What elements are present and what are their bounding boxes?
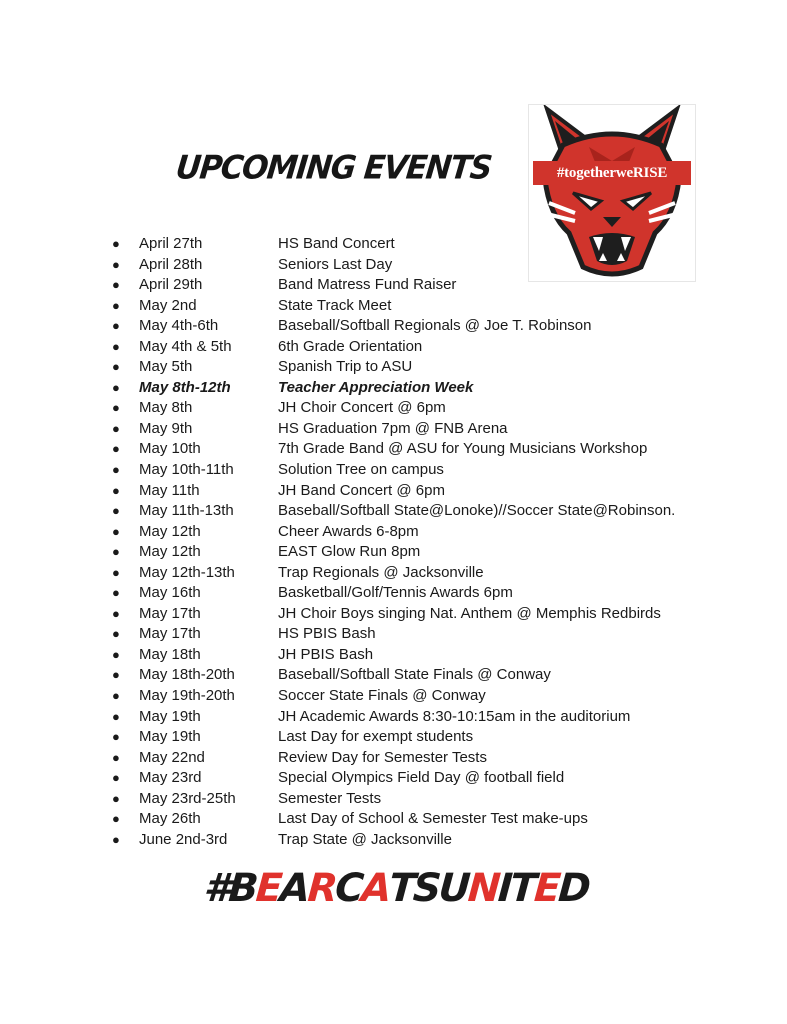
event-date: May 12th	[139, 543, 201, 561]
event-date: May 8th-12th	[139, 378, 231, 396]
bullet-icon: ●	[112, 441, 120, 457]
hashtag-letter: D	[556, 866, 590, 911]
bullet-icon: ●	[112, 379, 120, 395]
event-description: Solution Tree on campus	[278, 461, 444, 479]
event-description: Review Day for Semester Tests	[278, 748, 487, 766]
event-date: May 19th-20th	[139, 687, 235, 705]
event-date: June 2nd-3rd	[139, 830, 228, 848]
bearcat-logo	[528, 104, 696, 282]
bullet-icon: ●	[112, 277, 120, 293]
bullet-icon: ●	[112, 338, 120, 354]
bullet-icon: ●	[112, 564, 120, 580]
event-date: May 5th	[139, 358, 193, 376]
event-description: Basketball/Golf/Tennis Awards 6pm	[278, 584, 513, 602]
bullet-icon: ●	[112, 811, 120, 827]
bullet-icon: ●	[112, 605, 120, 621]
event-date: May 19th	[139, 728, 201, 746]
event-date: May 12th	[139, 522, 201, 540]
hashtag-letter: I	[496, 866, 512, 911]
hashtag-letter: B	[227, 866, 258, 911]
hashtag-letter: T	[508, 866, 536, 911]
bullet-icon: ●	[112, 236, 120, 251]
event-date: May 4th & 5th	[139, 337, 232, 355]
hashtag-letter: #	[202, 866, 231, 911]
event-date: May 17th	[139, 604, 201, 622]
event-description: Soccer State Finals @ Conway	[278, 687, 486, 705]
bearcats-united-hashtag	[202, 866, 589, 911]
hashtag-letter: N	[466, 866, 500, 911]
event-description: HS Band Concert	[278, 235, 395, 252]
event-description: EAST Glow Run 8pm	[278, 543, 421, 561]
event-date: May 8th	[139, 399, 193, 417]
bullet-icon: ●	[112, 523, 120, 539]
hashtag-letter: E	[254, 866, 282, 911]
event-description: Band Matress Fund Raiser	[278, 276, 457, 294]
bullet-icon: ●	[112, 790, 120, 806]
event-description: JH PBIS Bash	[278, 645, 374, 663]
bearcat-mascot-icon	[529, 105, 695, 281]
event-description: Last Day for exempt students	[278, 728, 474, 746]
event-date: April 28th	[139, 255, 203, 273]
page-title: UPCOMING EVENTS	[174, 149, 493, 187]
hashtag-letter: U	[437, 866, 470, 911]
bullet-icon: ●	[112, 544, 120, 560]
event-description: Baseball/Softball State Finals @ Conway	[278, 666, 551, 684]
event-description: Spanish Trip to ASU	[278, 358, 413, 376]
event-description: Last Day of School & Semester Test make-ups	[278, 810, 588, 828]
hashtag-letter: C	[333, 866, 363, 911]
event-date: May 19th	[139, 707, 201, 725]
bullet-icon: ●	[112, 729, 120, 745]
bullet-icon: ●	[112, 626, 120, 642]
bullet-icon: ●	[112, 708, 120, 724]
event-date: May 18th	[139, 645, 201, 663]
event-description: Special Olympics Field Day @ football field	[278, 769, 565, 787]
bullet-icon: ●	[112, 482, 120, 498]
event-description: JH Choir Concert @ 6pm	[278, 399, 446, 417]
event-date: May 10th-11th	[139, 461, 234, 479]
hashtag-letter: E	[532, 866, 560, 911]
event-date: May 23rd	[139, 769, 202, 787]
event-date: May 23rd-25th	[139, 789, 236, 807]
bullet-icon: ●	[112, 400, 120, 416]
event-description: 7th Grade Band @ ASU for Young Musicians Workshop	[278, 440, 648, 458]
bullet-icon: ●	[112, 770, 120, 786]
event-date: May 16th	[139, 584, 201, 602]
event-description: Baseball/Softball State@Lonoke)//Soccer State@Robinson.	[278, 502, 676, 520]
event-description: Teacher Appreciation Week	[278, 378, 474, 396]
hashtag-letter: A	[359, 866, 391, 911]
event-description: Seniors Last Day	[278, 255, 393, 273]
logo-hashtag: #togetherweRISE	[556, 165, 668, 181]
bullet-icon: ●	[112, 749, 120, 765]
bullet-icon: ●	[112, 297, 120, 313]
event-description: JH Academic Awards 8:30-10:15am in the auditorium	[278, 707, 631, 725]
bullet-icon: ●	[112, 667, 120, 683]
event-description: State Track Meet	[278, 296, 392, 314]
event-description: JH Band Concert @ 6pm	[278, 481, 445, 499]
bullet-icon: ●	[112, 831, 120, 847]
event-date: May 2nd	[139, 296, 197, 314]
hashtag-letter: T	[387, 866, 415, 911]
bullet-icon: ●	[112, 256, 120, 272]
bullet-icon: ●	[112, 462, 120, 478]
event-description: Semester Tests	[278, 789, 382, 807]
event-date: April 27th	[139, 235, 203, 252]
event-date: May 4th-6th	[139, 317, 219, 335]
event-description: HS Graduation 7pm @ FNB Arena	[278, 419, 508, 437]
event-description: Trap Regionals @ Jacksonville	[278, 563, 484, 581]
bullet-icon: ●	[112, 688, 120, 704]
event-description: HS PBIS Bash	[278, 625, 376, 643]
hashtag-letter: R	[306, 866, 337, 911]
event-date: May 11th-13th	[139, 502, 234, 520]
event-description: Trap State @ Jacksonville	[278, 830, 452, 848]
event-description: Cheer Awards 6-8pm	[278, 522, 419, 540]
event-date: May 9th	[139, 419, 193, 437]
event-date: May 10th	[139, 440, 201, 458]
bullet-icon: ●	[112, 646, 120, 662]
event-date: May 11th	[139, 481, 200, 499]
event-description: JH Choir Boys singing Nat. Anthem @ Memphis Redbirds	[278, 604, 661, 622]
bullet-icon: ●	[112, 359, 120, 375]
hashtag-letter: A	[278, 866, 310, 911]
event-date: May 17th	[139, 625, 201, 643]
bullet-icon: ●	[112, 318, 120, 334]
bullet-icon: ●	[112, 420, 120, 436]
event-date: April 29th	[139, 276, 203, 294]
event-date: May 18th-20th	[139, 666, 235, 684]
event-date: May 26th	[139, 810, 201, 828]
event-description: 6th Grade Orientation	[278, 337, 423, 355]
bullet-icon: ●	[112, 585, 120, 601]
event-date: May 12th-13th	[139, 563, 235, 581]
event-date: May 22nd	[139, 748, 205, 766]
event-description: Baseball/Softball Regionals @ Joe T. Robinson	[278, 317, 592, 335]
hashtag-letter: S	[411, 866, 441, 911]
bullet-icon: ●	[112, 503, 120, 519]
